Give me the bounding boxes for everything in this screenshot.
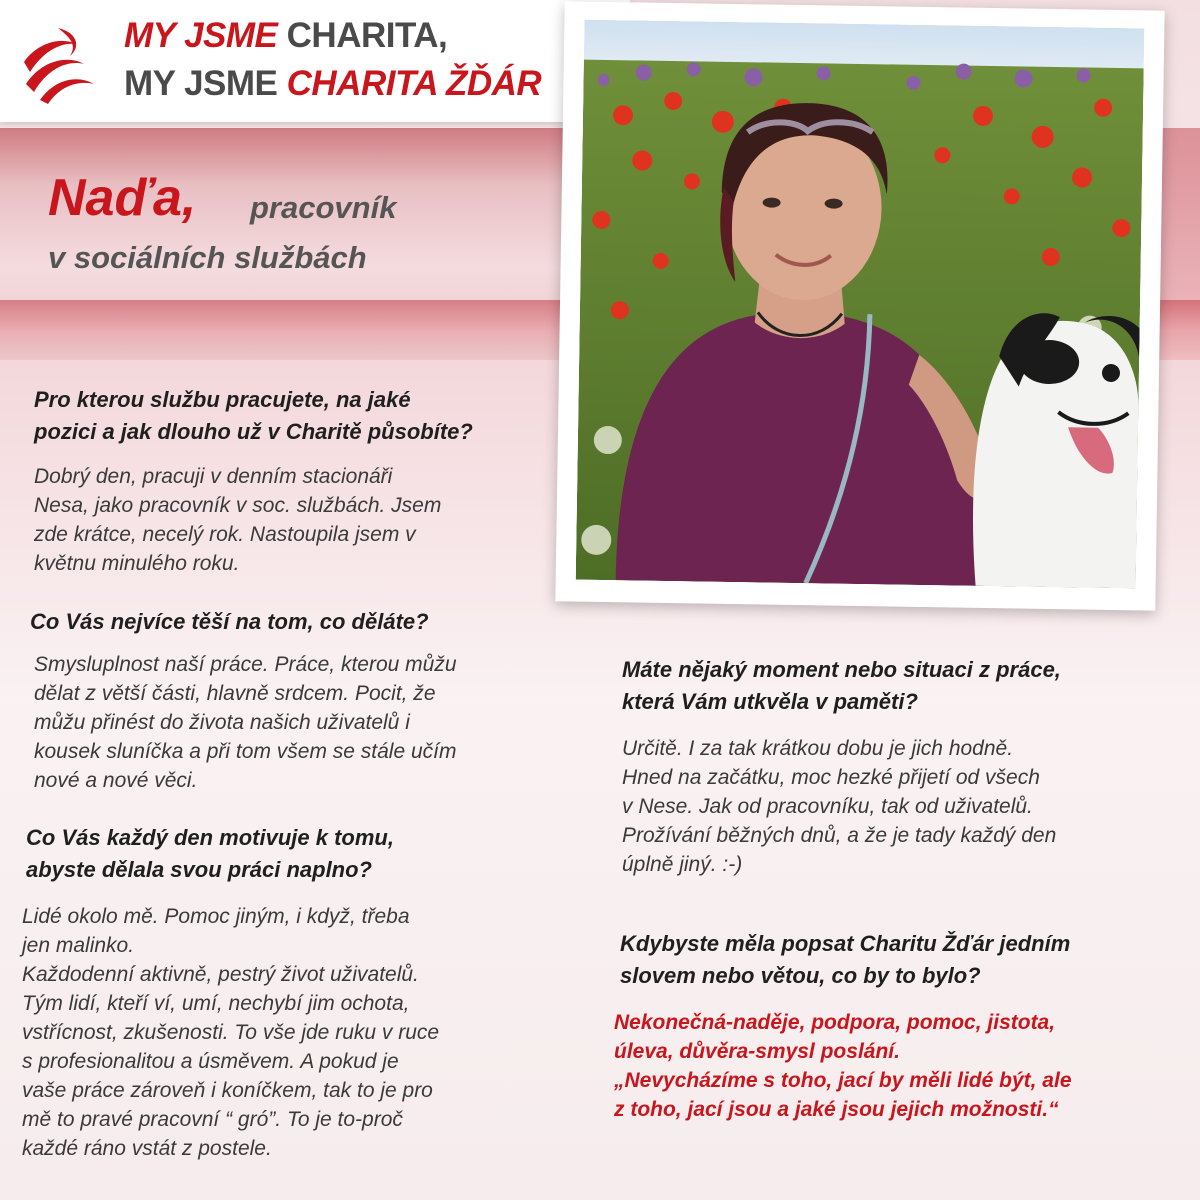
answer-5: Nekonečná-naděje, podpora, pomoc, jistota, úleva, důvěra-smysl poslání. „Nevycházíme s toho, jací by měli lidé být, ale z toho, jací jsou a jaké jsou jejich možnosti.“ — [614, 1011, 1072, 1121]
portrait-photo-icon — [576, 20, 1145, 589]
person-role-line-2: v sociálních službách — [48, 240, 367, 275]
answer-3: Lidé okolo mě. Pomoc jiným, i když, třeba jen malinko. Každodenní aktivně, pestrý život uživatelů. Tým lidí, kteří ví, umí, nechybí jim ochota, vstřícnost, zkušenosti. To vše jde ruku v ruce s profesionalitou a úsměvem. A pokud je vaše práce zároveň i koníčkem, tak to je pro mě to pravé pracovní “ gró”. To je to-proč každé ráno vstát z postele. — [22, 905, 440, 1160]
question-5: Kdybyste měla popsat Charitu Žďár jedním slovem nebo větou, co by to bylo? — [620, 931, 1071, 988]
portrait-photo — [576, 20, 1145, 589]
answer-2: Smysluplnost naší práce. Práce, kterou můžu dělat z větší části, hlavně srdcem. Pocit, že můžu přinést do života našich uživatelů i kousek sluníčka a při tom všem se stále učím nové a nové věci. — [34, 653, 457, 792]
header-banner — [0, 0, 630, 122]
header-title-line-2: MY JSME CHARITA ŽĎÁR — [124, 64, 542, 103]
question-1: Pro kterou službu pracujete, na jaké pozici a jak dlouho už v Charitě působíte? — [34, 387, 473, 444]
photo-frame — [555, 1, 1164, 610]
answer-1: Dobrý den, pracuji v denním stacionáři Nesa, jako pracovník v soc. službách. Jsem zde krátce, necelý rok. Nastoupila jsem v květnu minulého roku. — [34, 465, 442, 575]
question-4: Máte nějaký moment nebo situaci z práce, která Vám utkvěla v paměti? — [622, 657, 1061, 714]
person-role-line-1: pracovník — [250, 190, 397, 225]
answer-4: Určitě. I za tak krátkou dobu je jich hodně. Hned na začátku, moc hezké přijetí od všech v Nese. Jak od pracovníku, tak od uživatelů. Prožívání běžných dnů, a že je tady každý den úplně jiný. :-) — [622, 737, 1057, 876]
header-title-line-1: MY JSME CHARITA, — [124, 16, 448, 55]
person-name: Naďa, — [48, 169, 197, 227]
question-3: Co Vás každý den motivuje k tomu, abyste dělala svou práci naplno? — [26, 825, 394, 882]
charita-flame-logo-icon — [18, 22, 100, 104]
question-2: Co Vás nejvíce těší na tom, co děláte? — [30, 609, 429, 634]
